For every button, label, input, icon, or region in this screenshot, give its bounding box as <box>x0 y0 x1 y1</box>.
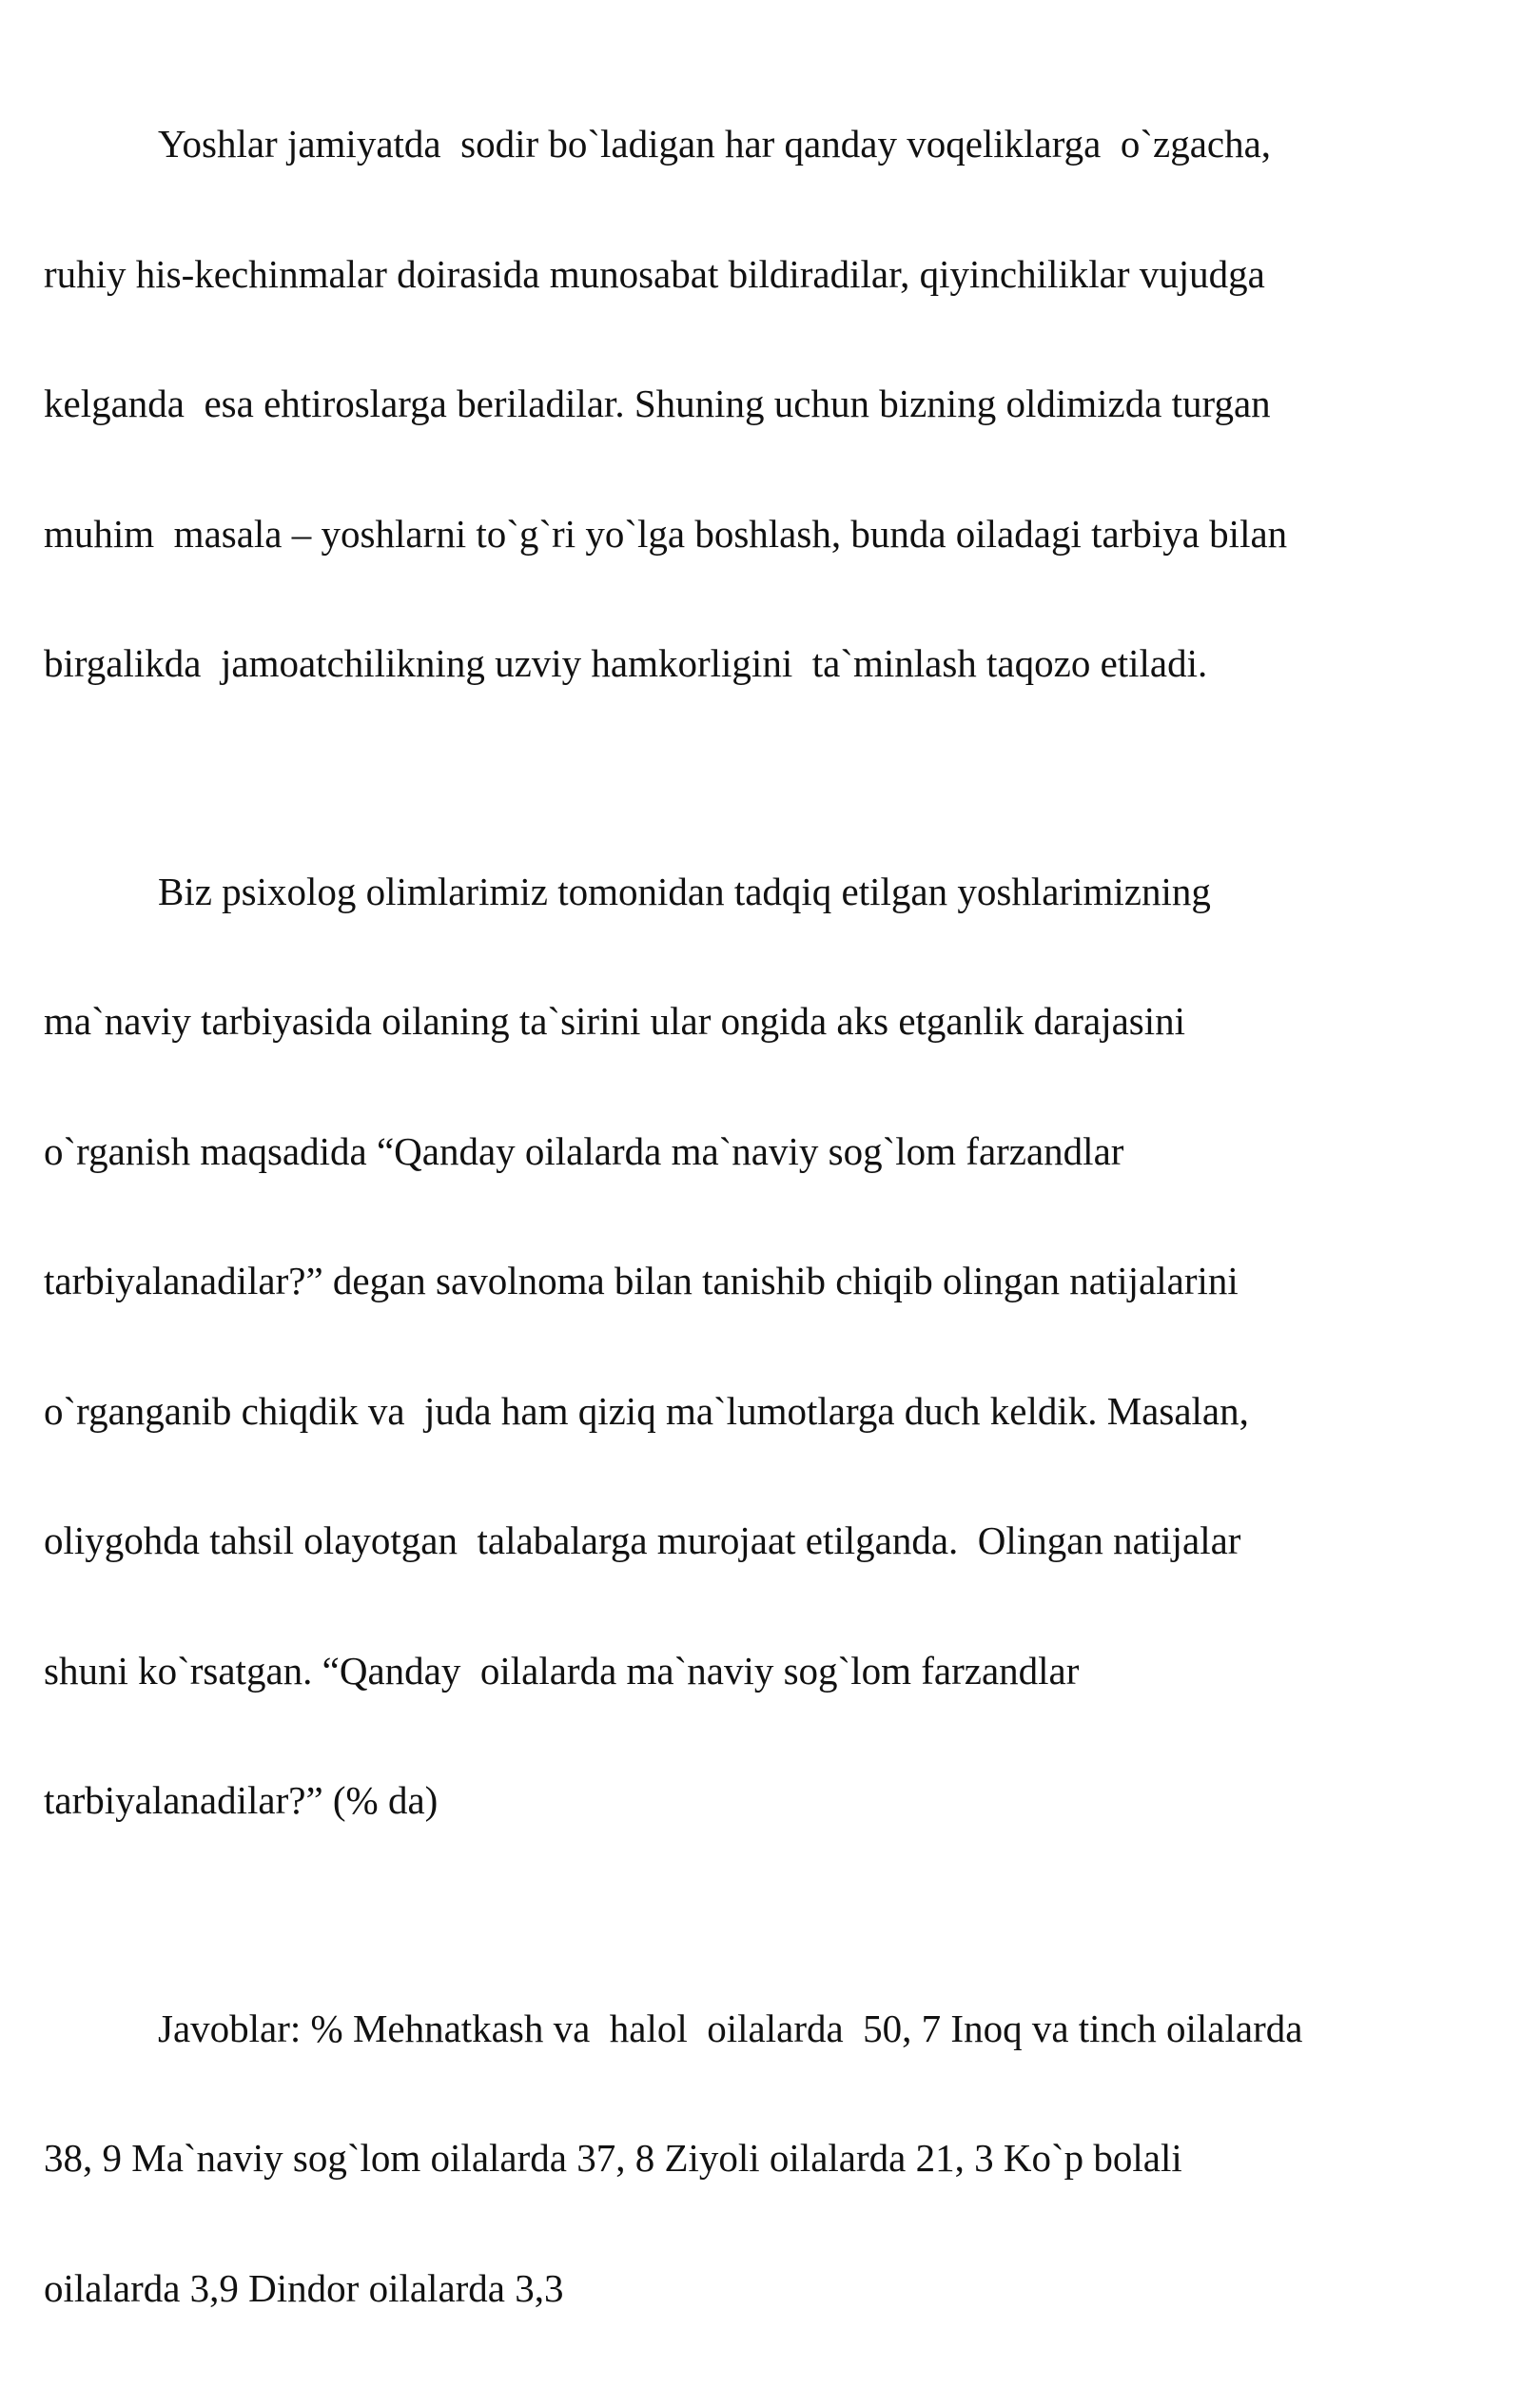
paragraph-youth-intro <box>44 36 1490 773</box>
text-line: tarbiyalanadilar?” degan savolnoma bilan tanishib chiqib olingan natijalarini <box>44 1259 1239 1302</box>
text-line: ma`naviy tarbiyasida oilaning ta`sirini ular ongida aks etganlik darajasini <box>44 999 1186 1043</box>
text-line: shuni ko`rsatgan. “Qanday oilalarda ma`naviy sog`lom farzandlar <box>44 1648 1080 1693</box>
text-line: Javoblar: % Mehnatkash va halol oilalarda 50, 7 Inoq va tinch oilalarda <box>158 2006 1303 2050</box>
text-line: Yoshlar jamiyatda sodir bo`ladigan har qanday voqeliklarga o`zgacha, <box>158 122 1272 166</box>
text-line: muhim masala – yoshlarni to`g`ri yo`lga boshlash, bunda oiladagi tarbiya bilan <box>44 511 1288 556</box>
text-line: o`rganganib chiqdik va juda ham qiziq ma`lumotlarga duch keldik. Masalan, <box>44 1388 1249 1433</box>
text-line: birgalikda jamoatchilikning uzviy hamkorligini ta`minlash taqozo etiladi. <box>44 641 1208 685</box>
text-line: ruhiy his-kechinmalar doirasida munosabat bildiradilar, qiyinchiliklar vujudga <box>44 251 1265 296</box>
paragraph-survey-description <box>44 784 1490 1909</box>
text-line: oliygohda tahsil olayotgan talabalarga murojaat etilganda. Olingan natijalar <box>44 1518 1241 1562</box>
text-line: oilalarda 3,9 Dindor oilalarda 3,3 <box>44 2265 564 2310</box>
text-line: o`rganish maqsadida “Qanday oilalarda ma`naviy sog`lom farzandlar <box>44 1128 1124 1173</box>
text-line: kelganda esa ehtiroslarga beriladilar. Shuning uchun bizning oldimizda turgan <box>44 382 1271 425</box>
text-line: 38, 9 Ma`naviy sog`lom oilalarda 37, 8 Ziyoli oilalarda 21, 3 Ko`p bolali <box>44 2136 1182 2180</box>
document-body <box>44 36 1490 2408</box>
text-line: tarbiyalanadilar?” (% da) <box>44 1778 439 1822</box>
text-line: Biz psixolog olimlarimiz tomonidan tadqiq etilgan yoshlarimizning <box>158 869 1211 913</box>
paragraph-survey-answers <box>44 1921 1490 2398</box>
